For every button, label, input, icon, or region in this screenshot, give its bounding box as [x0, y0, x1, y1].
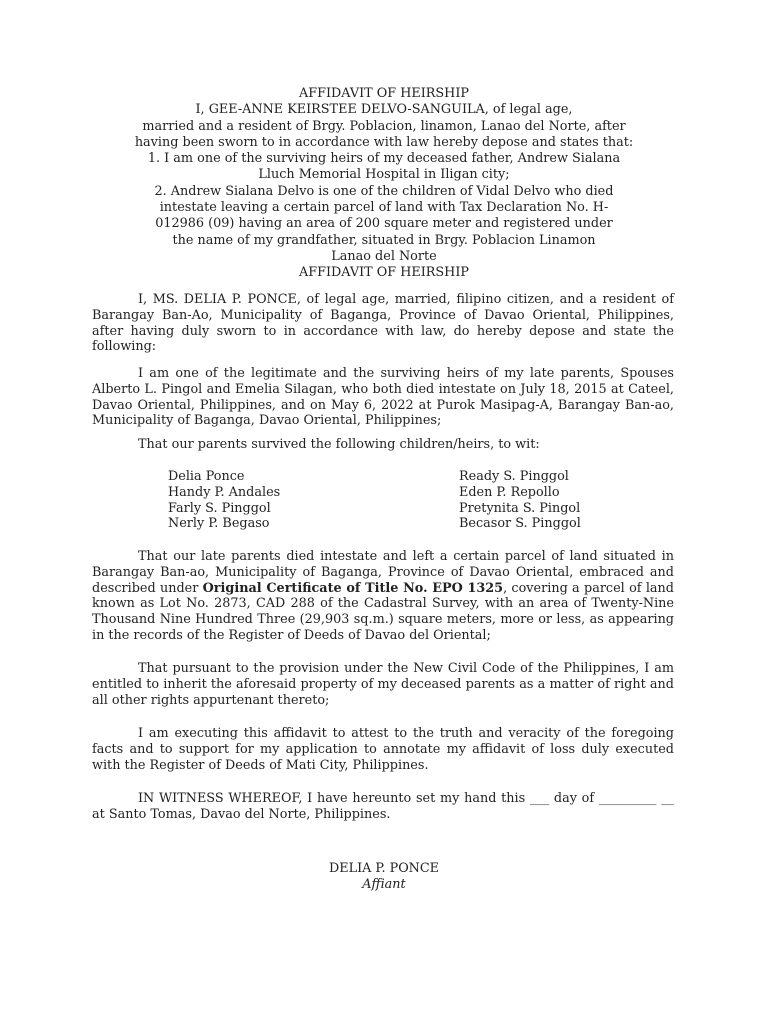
title-number: Original Certificate of Title No. EPO 1325	[202, 580, 504, 596]
paragraph-deponent: I, MS. DELIA P. PONCE, of legal age, married, filipino citizen, and a resident of Barangay Ban-Ao, Municipality of Baganga, Province of Davao Oriental, Philippines, after having duly sworn to in accordance with law, do hereby depose and state the following:	[92, 292, 674, 355]
paragraph-civil-code: That pursuant to the provision under the New Civil Code of the Philippines, I am entitled to inherit the aforesaid property of my deceased parents as a matter of right and all other rights appurtenant thereto;	[92, 661, 674, 708]
intro-block	[130, 86, 638, 282]
heir-name: Nerly P. Begaso	[168, 516, 270, 532]
intro-line: 2. Andrew Sialana Delvo is one of the children of Vidal Delvo who died	[154, 183, 614, 199]
paragraph-heirs-intro: That our parents survived the following children/heirs, to wit:	[138, 437, 540, 452]
signature-block	[284, 861, 484, 893]
heir-name: Eden P. Repollo	[459, 484, 560, 500]
paragraph-heirship: I am one of the legitimate and the surviving heirs of my late parents, Spouses Alberto L. Pingol and Emelia Silagan, who both died intestate on July 18, 2015 at Cateel, Davao Oriental, Philippines, and on May 6, 2022 at Purok Masipag-A, Barangay Ban-ao, Municipality of Baganga, Davao Oriental, Philippines;	[92, 366, 674, 429]
intro-line: married and a resident of Brgy. Poblacion, linamon, Lanao del Norte, after	[142, 118, 626, 134]
paragraph-land: That our late parents died intestate and left a certain parcel of land situated in Barangay Ban-ao, Municipality of Baganga, Province of Davao Oriental, embraced and described under Original Certificate of Title No. EPO 1325, covering a parcel of land known as Lot No. 2873, CAD 288 of the Cadastral Survey, with an area of Twenty-Nine Thousand Nine Hundred Three (29,903 sq.m.) square meters, more or less, as appearing in the records of the Register of Deeds of Davao del Oriental;	[92, 549, 674, 643]
intro-line: the name of my grandfather, situated in Brgy. Poblacion Linamon	[172, 232, 596, 248]
heirs-left-column	[168, 469, 280, 532]
heirs-right-column	[459, 469, 581, 532]
document-title: AFFIDAVIT OF HEIRSHIP	[298, 86, 470, 101]
paragraph-witness: IN WITNESS WHEREOF, I have hereunto set my hand this ___ day of _________ __ at Santo Tomas, Davao del Norte, Philippines.	[92, 791, 674, 822]
affiant-name: DELIA P. PONCE	[328, 861, 440, 876]
intro-line: Lluch Memorial Hospital in Iligan city;	[258, 167, 510, 183]
intro-line: 012986 (09) having an area of 200 square meter and registered under	[155, 216, 613, 232]
heir-name: Farly S. Pinggol	[168, 500, 271, 516]
heir-name: Becasor S. Pinggol	[459, 516, 581, 532]
heir-name: Handy P. Andales	[168, 484, 281, 500]
intro-line: 1. I am one of the surviving heirs of my deceased father, Andrew Sialana	[147, 151, 621, 167]
intro-line: Lanao del Norte	[331, 248, 437, 264]
intro-line: having been sworn to in accordance with law hereby depose and states that:	[134, 134, 634, 150]
heir-name: Ready S. Pinggol	[459, 469, 569, 484]
document-title-repeat: AFFIDAVIT OF HEIRSHIP	[298, 265, 470, 281]
affiant-role: Affiant	[362, 877, 406, 892]
heir-name: Delia Ponce	[168, 469, 245, 484]
paragraph-purpose: I am executing this affidavit to attest to the truth and veracity of the foregoing facts and to support for my application to annotate my affidavit of loss duly executed with the Register of Deeds of Mati City, Philippines.	[92, 726, 674, 773]
intro-line: intestate leaving a certain parcel of land with Tax Declaration No. H-	[159, 200, 609, 216]
heir-name: Pretynita S. Pingol	[459, 500, 581, 516]
intro-line: I, GEE-ANNE KEIRSTEE DELVO-SANGUILA, of legal age,	[195, 102, 573, 118]
